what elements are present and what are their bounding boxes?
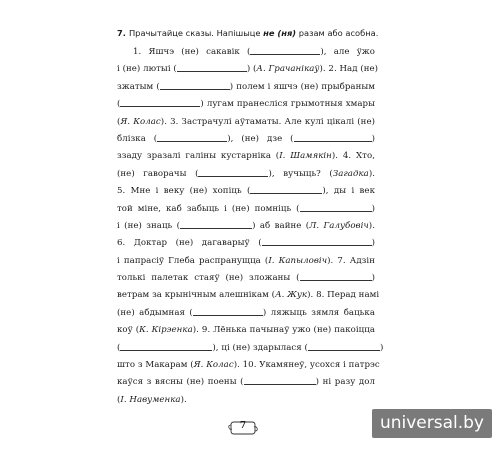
text-segment: каўся з вясны (не) поены (	[117, 377, 244, 388]
answer-blank[interactable]	[120, 342, 212, 351]
task-emphasis: не (ня)	[263, 28, 297, 38]
text-segment: )	[371, 133, 375, 144]
text-segment: ) ляжыць зямля бацька	[262, 307, 375, 318]
text-segment: што з Макарам (	[117, 360, 194, 371]
text-line	[117, 79, 375, 96]
page-number: 7	[239, 421, 247, 431]
answer-blank[interactable]	[294, 133, 372, 142]
text-segment: ) (	[246, 64, 257, 75]
answer-blank[interactable]	[300, 272, 372, 281]
text-segment: ), вучыць? (	[268, 168, 333, 179]
citation-author: І. Шамякін	[279, 151, 332, 162]
answer-blank[interactable]	[198, 168, 268, 177]
citation-author: К. Кірэенка	[139, 325, 193, 336]
text-segment: ). 9. Лёнька пачынаў ужо (не) пакоіцца	[192, 325, 375, 336]
text-line	[117, 148, 375, 165]
text-segment: толькі палетак стаяў (не) зложаны (	[117, 273, 300, 284]
text-line	[117, 270, 375, 287]
text-line	[117, 374, 375, 391]
text-segment: ).	[368, 220, 375, 231]
answer-blank[interactable]	[177, 63, 247, 72]
answer-blank[interactable]	[157, 133, 227, 142]
answer-blank[interactable]	[250, 185, 322, 194]
text-segment: ) лугам пранесліся грымотныя хмары	[200, 99, 375, 110]
text-segment: ззаду зразалі галіны кустарніка (	[117, 151, 280, 162]
text-line	[117, 201, 375, 218]
text-line	[117, 166, 375, 183]
text-segment: ). 2. Над (не)	[319, 64, 379, 75]
citation-author: А. Жук	[275, 290, 308, 301]
text-line	[117, 218, 375, 235]
text-line	[117, 96, 375, 113]
text-segment: ). 3. Застрачулі аўтаматы. Але кулі цікалі (не)	[160, 116, 375, 127]
text-line	[117, 183, 375, 200]
citation-author: Л. Галубовіч	[309, 220, 369, 231]
answer-blank[interactable]	[308, 342, 380, 351]
exercise-text	[117, 44, 384, 409]
text-segment: ).	[368, 168, 376, 179]
text-line	[117, 392, 375, 409]
text-line	[117, 253, 375, 270]
text-segment: ). 4. Хто,	[331, 151, 375, 162]
text-segment: зжатым (	[117, 81, 160, 92]
citation-author: Я. Колас	[193, 360, 234, 371]
text-segment: ветрам за крынічным алешнікам (	[117, 290, 276, 301]
text-segment: і (не) лютыі (	[117, 64, 177, 75]
answer-blank[interactable]	[120, 98, 200, 107]
text-segment: ), (не) дзе (	[227, 133, 294, 144]
page-number-ornament	[228, 419, 258, 436]
text-line	[117, 322, 375, 339]
text-segment: ). 10. Укамянеў, усохся і патрэс	[233, 360, 380, 371]
answer-blank[interactable]	[160, 81, 230, 90]
text-segment: (не) гаворачы (	[117, 168, 199, 179]
citation-author: Загадка	[332, 168, 369, 179]
answer-blank[interactable]	[180, 220, 252, 229]
text-segment: 1. Яшчэ (не) сакавік (	[133, 47, 251, 57]
text-segment: коў (	[117, 325, 140, 336]
citation-author: А. Грачанікаў	[256, 64, 320, 75]
text-segment: (	[117, 116, 121, 127]
text-segment: )	[371, 273, 375, 284]
text-segment: )	[371, 203, 375, 214]
text-segment: той міне, каб забыць і (не) помніць (	[117, 203, 300, 214]
answer-blank[interactable]	[244, 376, 316, 385]
citation-author: І. Капыловіч	[268, 255, 328, 266]
text-segment: )	[379, 342, 384, 353]
citation-author: Я. Колас	[120, 116, 161, 127]
text-segment: ) аб вайне (	[252, 220, 310, 231]
text-segment: (не) абдымная (	[117, 307, 193, 318]
text-segment: )	[371, 238, 375, 249]
answer-blank[interactable]	[193, 307, 263, 316]
text-line	[117, 287, 380, 304]
text-segment: (	[117, 394, 121, 405]
text-segment: 6. Доктар (не) дагаварыў (	[117, 238, 262, 249]
citation-author: І. Навуменка	[120, 394, 181, 405]
text-segment: блізка (	[117, 133, 158, 144]
text-segment: і папрасіў Глеба распранущца (	[117, 255, 269, 266]
text-segment: ).	[180, 394, 187, 405]
text-segment: ), але ўжо	[320, 47, 375, 57]
watermark: universal.by	[372, 409, 492, 438]
text-line	[117, 44, 375, 61]
text-line	[117, 235, 375, 252]
text-segment: (	[117, 99, 121, 110]
answer-blank[interactable]	[300, 203, 372, 212]
task-suffix: разам або асобна.	[296, 28, 379, 38]
text-line	[117, 340, 384, 357]
answer-blank[interactable]	[250, 46, 320, 55]
text-segment: і (не) знаць (	[117, 220, 181, 231]
text-segment: ), ці (не) здарылася (	[212, 342, 308, 353]
text-line	[117, 305, 375, 322]
text-line	[117, 131, 375, 148]
task-instruction	[117, 27, 379, 39]
text-segment: ) полем і яшчэ (не) прыбраным	[229, 81, 375, 92]
text-line	[117, 61, 379, 78]
text-segment: ), ды і век	[322, 186, 375, 197]
text-segment: ). 8. Перад намі	[307, 290, 380, 301]
text-segment: ). 7. Адзін	[327, 255, 375, 266]
answer-blank[interactable]	[262, 237, 372, 246]
task-prefix: Прачытайце сказы. Напішыце	[128, 28, 264, 38]
task-number: 7.	[117, 28, 126, 38]
text-segment: ) ні разу дол	[315, 377, 376, 388]
text-segment: 5. Мне і веку (не) хопіць (	[117, 186, 251, 197]
text-segment: (	[117, 342, 121, 353]
text-line	[117, 357, 380, 374]
text-line	[117, 114, 375, 131]
